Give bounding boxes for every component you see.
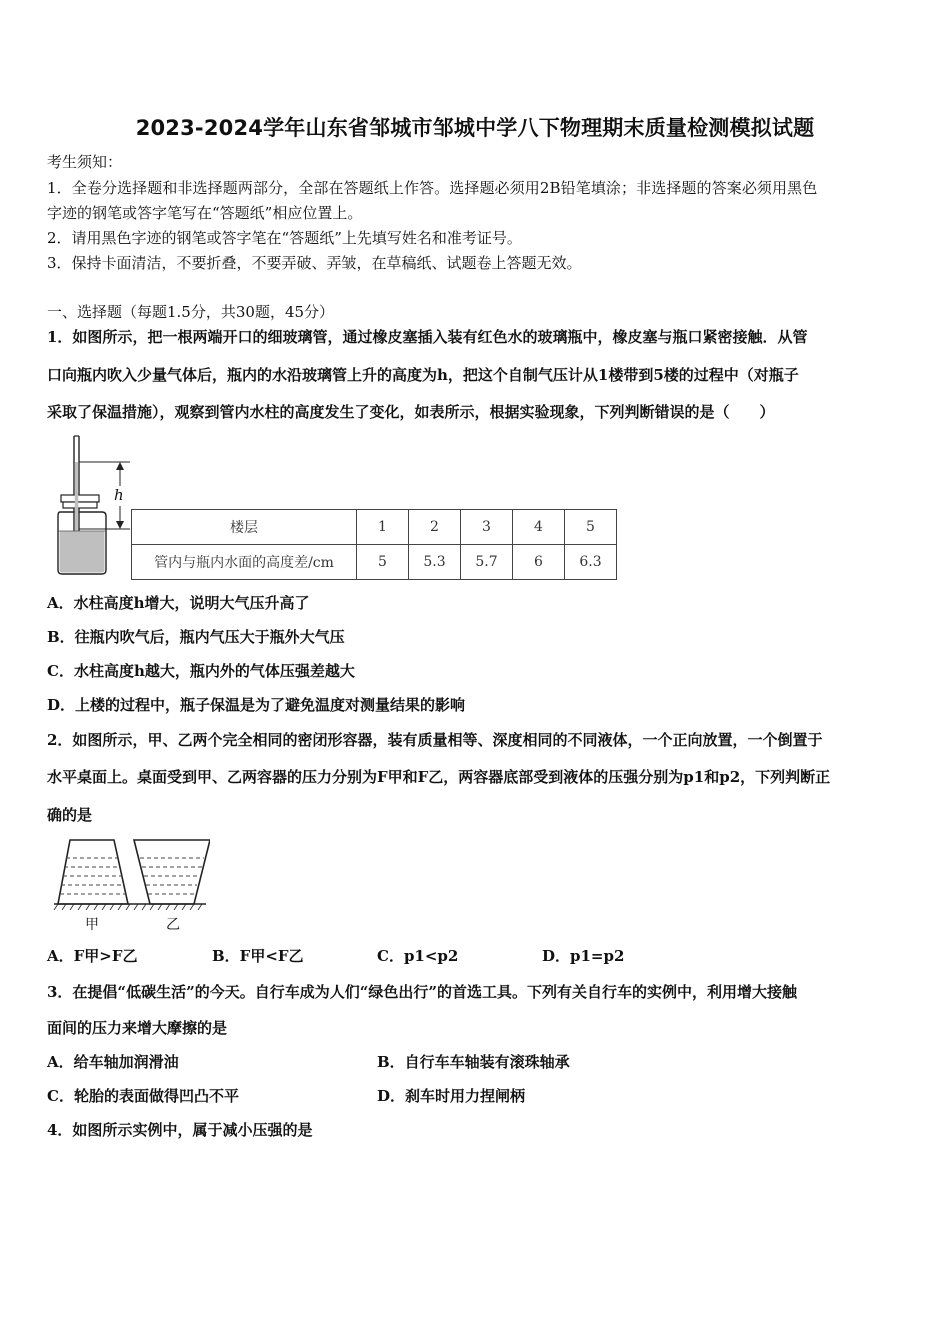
containers-figure: [50, 834, 210, 914]
notice-item-3: 3．保持卡面清洁，不要折叠，不要弄破、弄皱，在草稿纸、试题卷上答题无效。: [47, 254, 582, 272]
q1-line-3: 采取了保温措施），观察到管内水柱的高度发生了变化，如表所示，根据实验现象，下列判断错误的是（ ）: [47, 403, 775, 421]
table-row: [132, 545, 617, 580]
container-yi-label: 乙: [166, 917, 180, 933]
notice-item-1-cont: 字迹的钢笔或答字笔写在“答题纸”相应位置上。: [47, 204, 363, 222]
barometer-bottle-figure: [50, 432, 135, 580]
notice-item-1: 1．全卷分选择题和非选择题两部分，全部在答题纸上作答。选择题必须用2B铅笔填涂；非选择题的答案必须用黑色: [47, 179, 818, 197]
q1-option-d[interactable]: D．上楼的过程中，瓶子保温是为了避免温度对测量结果的影响: [47, 696, 466, 714]
q1-option-c[interactable]: C．水柱高度h越大，瓶内外的气体压强差越大: [47, 662, 355, 680]
q3-option-b[interactable]: B．自行车车轴装有滚珠轴承: [377, 1053, 570, 1071]
q1-line-2: 口向瓶内吹入少量气体后，瓶内的水沿玻璃管上升的高度为h，把这个自制气压计从1楼带到5楼的过程中（对瓶子: [47, 366, 799, 384]
q3-option-a[interactable]: A．给车轴加润滑油: [47, 1053, 179, 1071]
q1-option-a[interactable]: A．水柱高度h增大，说明大气压升高了: [47, 594, 310, 612]
table-cell: 5: [357, 545, 409, 580]
table-header-height: 管内与瓶内水面的高度差/cm: [132, 545, 357, 580]
table-row: [132, 510, 617, 545]
table-header-floor: 楼层: [132, 510, 357, 545]
container-jia-label: 甲: [85, 917, 99, 933]
table-cell: 4: [513, 510, 565, 545]
q2-line-2: 水平桌面上。桌面受到甲、乙两容器的压力分别为F甲和F乙，两容器底部受到液体的压强分别为p1和p2，下列判断正: [47, 768, 831, 786]
q1-line-1: 1．如图所示，把一根两端开口的细玻璃管，通过橡皮塞插入装有红色水的玻璃瓶中，橡皮塞与瓶口紧密接触．从管: [47, 328, 808, 346]
q2-option-d[interactable]: D．p1=p2: [542, 947, 625, 965]
q3-line-1: 3．在提倡“低碳生活”的今天。自行车成为人们“绿色出行”的首选工具。下列有关自行车的实例中，利用增大接触: [47, 983, 797, 1001]
floor-height-table: [131, 509, 617, 580]
q4-line: 4．如图所示实例中，属于减小压强的是: [47, 1121, 313, 1139]
table-cell: 6.3: [565, 545, 617, 580]
table-cell: 5.7: [461, 545, 513, 580]
section-heading: 一、选择题（每题1.5分，共30题，45分）: [47, 303, 335, 321]
page-title: 2023-2024学年山东省邹城市邹城中学八下物理期末质量检测模拟试题: [135, 116, 815, 140]
q2-line-3: 确的是: [47, 806, 93, 824]
table-cell: 2: [409, 510, 461, 545]
h-label: h: [114, 486, 124, 504]
table-cell: 1: [357, 510, 409, 545]
table-cell: 6: [513, 545, 565, 580]
table-cell: 5.3: [409, 545, 461, 580]
q3-line-2: 面间的压力来增大摩擦的是: [47, 1019, 228, 1037]
q2-option-c[interactable]: C．p1<p2: [377, 947, 459, 965]
q1-option-b[interactable]: B．往瓶内吹气后，瓶内气压大于瓶外大气压: [47, 628, 345, 646]
table-cell: 5: [565, 510, 617, 545]
q2-option-b[interactable]: B．F甲<F乙: [212, 947, 304, 965]
q3-option-d[interactable]: D．刹车时用力捏闸柄: [377, 1087, 526, 1105]
notice-item-2: 2．请用黑色字迹的钢笔或答字笔在“答题纸”上先填写姓名和准考证号。: [47, 229, 522, 247]
notice-heading: 考生须知：: [47, 153, 123, 171]
table-cell: 3: [461, 510, 513, 545]
q2-line-1: 2．如图所示，甲、乙两个完全相同的密闭形容器，装有质量相等、深度相同的不同液体，一个正向放置，一个倒置于: [47, 731, 823, 749]
q2-option-a[interactable]: A．F甲>F乙: [47, 947, 138, 965]
q3-option-c[interactable]: C．轮胎的表面做得凹凸不平: [47, 1087, 239, 1105]
